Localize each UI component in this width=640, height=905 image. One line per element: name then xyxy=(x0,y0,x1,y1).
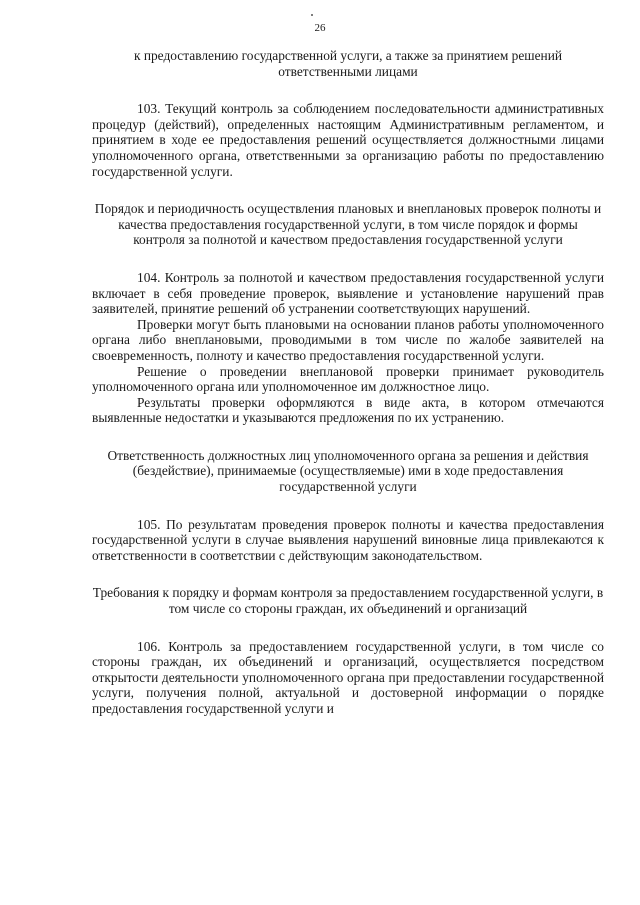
scan-mark xyxy=(311,14,313,16)
paragraph-104-inspections: Проверки могут быть плановыми на основании планов работы уполномоченного органа либо внеплановыми, проводимыми в том числе по жалобе заявителей на своевременность, полноту и качество предоставления государственной услуги. xyxy=(92,316,604,363)
paragraph-103: 103. Текущий контроль за соблюдением последовательности административных процедур (действий), определенных настоящим Административным регламентом, и принятием в ходе ее предоставления решений осуществляется должностными лицами уполномоченного органа, ответственными за организацию работы по предоставлению государственной услуги. xyxy=(92,101,604,179)
page-number: 26 xyxy=(314,22,326,34)
paragraph-106: 106. Контроль за предоставлением государственной услуги, в том числе со стороны граждан, их объединений и организаций, осуществляется посредством открытости деятельности уполномоченного органа при предоставлении государственной услуги, получения полной, актуальной и достоверной информации о порядке предоставления государственной услуги и xyxy=(92,638,604,716)
paragraph-104: 104. Контроль за полнотой и качеством предоставления государственной услуги включает в себя проведение проверок, выявление и установление нарушений прав заявителей, принятие решений об устранении соответствующих нарушений. xyxy=(92,269,604,317)
document-body xyxy=(92,48,604,717)
section-heading-continuation: к предоставлению государственной услуги, а также за принятием решений ответственными лицами xyxy=(133,48,563,79)
paragraph-104-decision: Решение о проведении внеплановой проверки принимает руководитель уполномоченного органа или уполномоченное им должностное лицо. xyxy=(92,363,604,395)
paragraph-105: 105. По результатам проведения проверок полноты и качества предоставления государственной услуги в случае выявления нарушений виновные лица привлекаются к ответственности в соответствии с действующим законодательством. xyxy=(92,516,604,563)
section-heading-responsibility: Ответственность должностных лиц уполномоченного органа за решения и действия (бездействие), принимаемые (осуществляемые) ими в ходе предоставления государственной услуги xyxy=(107,447,589,495)
section-heading-inspections: Порядок и периодичность осуществления плановых и внеплановых проверок полноты и качества предоставления государственной услуги, в том числе порядок и формы контроля за полнотой и качеством предоставления государственной услуги xyxy=(94,201,602,248)
paragraph-104-results: Результаты проверки оформляются в виде акта, в котором отмечаются выявленные недостатки и указываются предложения по их устранению. xyxy=(92,394,604,426)
section-heading-control-requirements: Требования к порядку и формам контроля за предоставлением государственной услуги, в том числе со стороны граждан, их объединений и организаций xyxy=(92,585,604,617)
